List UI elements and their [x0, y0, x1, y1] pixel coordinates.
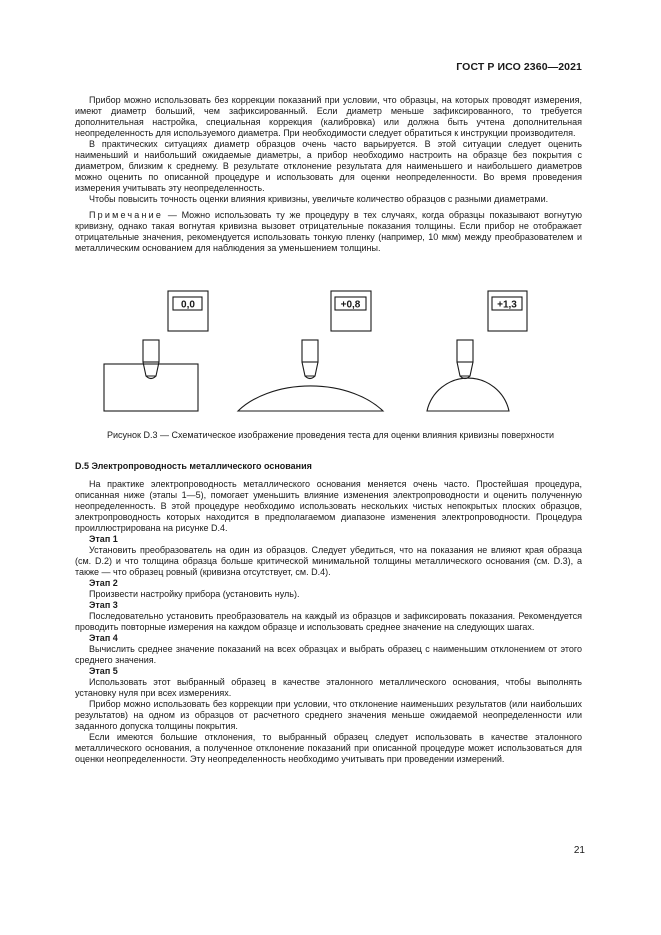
stage-title: Этап 1	[89, 534, 118, 544]
probe-2-body	[302, 340, 318, 362]
page-number: 21	[573, 845, 585, 856]
stage-text: Произвести настройку прибора (установить нуль).	[89, 589, 300, 599]
probe-3-tip	[457, 362, 473, 376]
stage-text: Установить преобразователь на один из образцов. Следует убедиться, что на показания не влияют края образца (см. D.2) и что толщина образца больше критической минимальной толщины металлического основания (см. D.3), а также — что образец ровный (кривизна отсутствует, см. D.4).	[75, 545, 582, 577]
standard-header: ГОСТ Р ИСО 2360—2021	[456, 61, 582, 73]
stage-title: Этап 2	[89, 578, 118, 588]
stage-text: Вычислить среднее значение показаний на всех образцах и выбрать образец с наименьшим отклонением от этого среднего значения.	[75, 644, 582, 665]
stage-title: Этап 4	[89, 633, 118, 643]
probe-3-body	[457, 340, 473, 362]
note-text: — Можно использовать ту же процедуру в тех случаях, когда образцы показывают вогнутую кривизну, однако такая вогнутая кривизна вызовет отрицательные показания толщины. Если прибор не отображает отрицательные значения, рекомендуется использовать тонкую пленку (например, 10 мкм) между преобразователем и металлическим основанием для наблюдения за уменьшением толщины.	[75, 210, 582, 253]
gauge-2-reading: +0,8	[340, 299, 361, 311]
curvature-test-figure	[0, 280, 661, 420]
note-label: Примечание	[89, 210, 164, 220]
stage-text: Использовать этот выбранный образец в качестве эталонного металлического основания, чтобы выполнять установку нуля при всех измерениях.	[75, 677, 582, 698]
paragraph: Если имеются большие отклонения, то выбранный образец следует использовать в качестве эталонного металлического основания, а полученное отклонение показаний при описанной процедуре может использоваться для оценки неопределенности. Эту неопределенность необходимо учитывать при проведении измерений.	[75, 732, 582, 764]
figure-caption: Рисунок D.3 — Схематическое изображение проведения теста для оценки влияния кривизны поверхности	[107, 430, 554, 440]
paragraph: Прибор можно использовать без коррекции при условии, что отклонение наименьших результатов (или наибольших результатов) на одном из образцов от расчетного среднего значения меньше ожидаемой неопределенности или заданного допуска толщины покрытия.	[75, 699, 582, 731]
top-text-block	[75, 95, 582, 254]
stage-title: Этап 5	[89, 666, 118, 676]
note-paragraph	[75, 210, 582, 254]
probe-1-body	[143, 340, 159, 362]
paragraph: В практических ситуациях диаметр образцов очень часто варьируется. В этой ситуации следует оценить наименьший и наибольший ожидаемые диаметры, а прибор необходимо настроить на образце без покрытия с диаметром, близким к среднему. В результате отклонение результата для наименьшего и наибольшего диаметров можно оценить по описанной процедуре и использовать для оценки неопределенности. Во время проведения измерения учитывать эту неопределенность.	[75, 139, 582, 193]
stage-text: Последовательно установить преобразователь на каждый из образцов и зафиксировать показания. Рекомендуется проводить повторные измерения на каждом образце и использовать среднее значение на следующих шагах.	[75, 611, 582, 632]
gauge-3-reading: +1,3	[497, 299, 517, 311]
probe-2-tip	[302, 362, 318, 376]
large-curved-sample	[238, 386, 383, 411]
gauge-1-reading: 0,0	[181, 299, 195, 311]
small-curved-sample	[427, 378, 509, 411]
paragraph: На практике электропроводность металлического основания меняется очень часто. Простейшая процедура, описанная ниже (этапы 1—5), помогает уменьшить влияние изменения электропроводности и оценить полученную неопределенность. В этой процедуре необходимо использовать нескольких чистых непокрытых плоских образцов, электропроводность которых находится в предполагаемом диапазоне изменения электропроводности. Процедура проиллюстрирована на рисунке D.4.	[75, 479, 582, 533]
stage-title: Этап 3	[89, 600, 118, 610]
section-title: D.5 Электропроводность металлического основания	[75, 461, 312, 471]
section-d5	[75, 461, 582, 765]
flat-sample	[104, 364, 198, 411]
gauge-2	[238, 291, 383, 411]
paragraph: Прибор можно использовать без коррекции показаний при условии, что образцы, на которых проводят измерения, имеют диаметр больший, чем зафиксированный. Если диаметр меньше зафиксированного, то требуется дополнительная настройка, специальная коррекция (калибровка) или должна быть учтена дополнительная неопределенность для используемого диаметра. При необходимости следует обратиться к инструкции производителя.	[75, 95, 582, 138]
paragraph: Чтобы повысить точность оценки влияния кривизны, увеличьте количество образцов с разными диаметрами.	[89, 194, 549, 204]
